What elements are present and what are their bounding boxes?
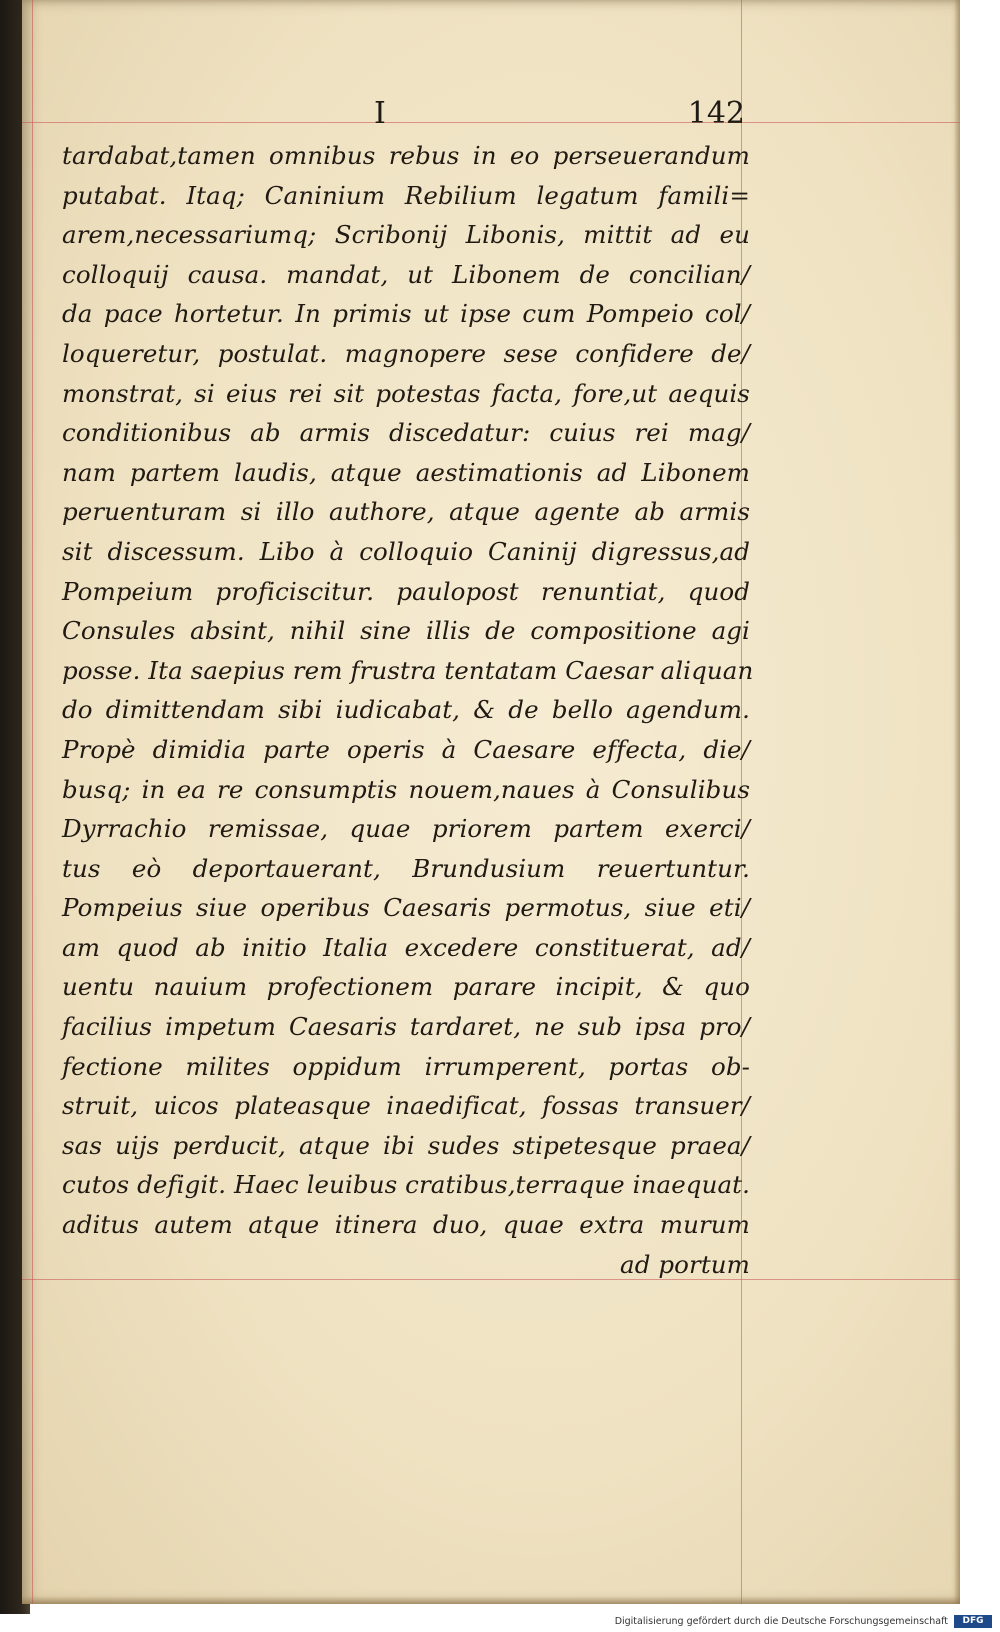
text-line: aditus autem atque itinera duo, quae extra murum [62, 1210, 750, 1240]
text-line: Dyrrachio remissae, quae priorem partem exerci/ [62, 814, 750, 844]
text-line: struit, uicos plateasque inaedificat, fossas transuer/ [62, 1091, 750, 1121]
body-text [62, 136, 754, 1284]
ruled-line-top [22, 122, 960, 123]
text-line: peruenturam si illo authore, atque agente ab armis [62, 497, 750, 527]
text-line: Pompeium proficiscitur. paulopost renuntiat, quod [62, 576, 750, 606]
text-line: da pace hortetur. In primis ut ipse cum Pompeio col/ [62, 299, 750, 329]
text-line: putabat. Itaq; Caninium Rebilium legatum famili= [62, 180, 750, 210]
dfg-logo-icon: DFG [954, 1615, 992, 1628]
ruled-line-left [32, 0, 33, 1604]
text-line: loqueretur, postulat. magnopere sese confidere de/ [62, 338, 750, 368]
text-line: fectione milites oppidum irrumperent, portas ob- [62, 1051, 750, 1081]
text-line: Consules absint, nihil sine illis de compositione agi [62, 616, 750, 646]
text-line: monstrat, si eius rei sit potestas facta, fore,ut aequis [62, 378, 750, 408]
text-line: sas uijs perducit, atque ibi sudes stipetesque praea/ [62, 1130, 750, 1160]
page-edge-shadow [954, 0, 960, 1604]
text-line: arem,necessariumq; Scribonij Libonis, mittit ad eu [62, 220, 750, 250]
text-line: tardabat,tamen omnibus rebus in eo perseuerandum [62, 141, 750, 170]
book-page [22, 0, 960, 1604]
text-line: do dimittendam sibi iudicabat, & de bello agendum. [62, 695, 750, 725]
page-bottom-shadow [22, 1596, 960, 1604]
text-line: tus eò deportauerant, Brundusium reuertuntur. [62, 853, 750, 883]
text-line: facilius impetum Caesaris tardaret, ne sub ipsa pro/ [62, 1012, 750, 1042]
text-line: nam partem laudis, atque aestimationis ad Libonem [62, 457, 750, 487]
text-line: uentu nauium profectionem parare incipit, & quo [62, 972, 750, 1002]
folio-number: 142 [687, 96, 745, 131]
digitization-credit: Digitalisierung gefördert durch die Deutsche Forschungsgemeinschaft [614, 1616, 948, 1627]
catchword: ad portum [620, 1249, 750, 1279]
text-line: sit discessum. Libo à colloquio Caninij digressus,ad [62, 536, 750, 566]
text-line: busq; in ea re consumptis nouem,naues à Consulibus [62, 774, 750, 804]
text-line: Propè dimidia parte operis à Caesare effecta, die/ [62, 734, 750, 764]
text-line: conditionibus ab armis discedatur: cuius rei mag/ [62, 418, 750, 448]
text-line: Pompeius siue operibus Caesaris permotus, siue eti/ [62, 893, 750, 923]
text-line: posse. Ita saepius rem frustra tentatam Caesar aliquan [62, 655, 754, 685]
signature-mark: I [374, 96, 386, 131]
text-line: cutos defigit. Haec leuibus cratibus,terraque inaequat. [62, 1170, 750, 1200]
text-line: colloquij causa. mandat, ut Libonem de concilian/ [62, 259, 750, 289]
text-line: am quod ab initio Italia excedere constituerat, ad/ [62, 932, 750, 962]
